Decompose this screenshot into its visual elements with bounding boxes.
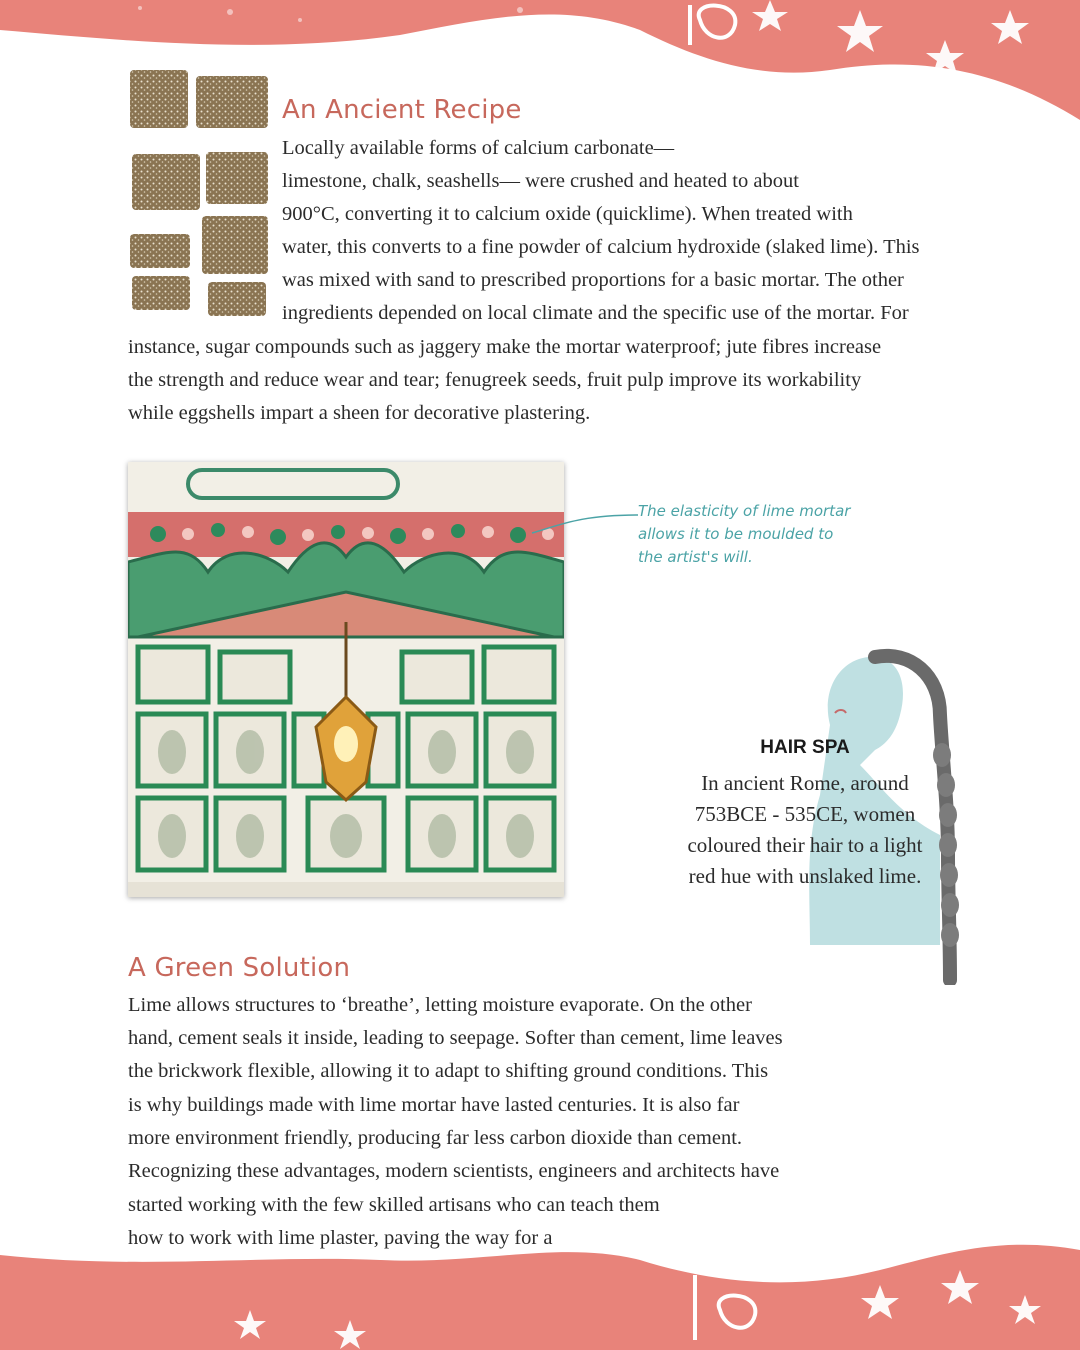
green-line: more environment friendly, producing far less carbon dioxide than cement. xyxy=(128,1127,743,1149)
painted-wall-photo xyxy=(128,462,564,897)
callout-pointer-line xyxy=(530,505,640,535)
green-line: started working with the few skilled artisans who can teach them xyxy=(128,1194,660,1216)
green-line: hand, cement seals it inside, leading to seepage. Softer than cement, lime leaves xyxy=(128,1027,783,1049)
hair-spa-line: coloured their hair to a light xyxy=(687,833,923,857)
recipe-line: while eggshells impart a sheen for decorative plastering. xyxy=(128,402,591,424)
recipe-line: instance, sugar compounds such as jaggery make the mortar waterproof; jute fibres increase xyxy=(128,336,882,358)
recipe-line: ingredients depended on local climate and the specific use of the mortar. For xyxy=(282,302,909,324)
green-line: how to work with lime plaster, paving the way for a xyxy=(128,1227,553,1249)
caption-line: The elasticity of lime mortar xyxy=(638,502,851,520)
hair-spa-line: red hue with unslaked lime. xyxy=(688,864,922,888)
caption-line: allows it to be moulded to xyxy=(638,525,834,543)
green-line: is why buildings made with lime mortar have lasted centuries. It is also far xyxy=(128,1094,740,1116)
recipe-line: 900°C, converting it to calcium oxide (quicklime). When treated with xyxy=(282,203,853,225)
recipe-line: water, this converts to a fine powder of calcium hydroxide (slaked lime). This xyxy=(282,236,920,258)
caption-line: the artist's will. xyxy=(638,548,753,566)
recipe-line: limestone, chalk, seashells— were crushed and heated to about xyxy=(282,170,799,192)
hair-spa-line: 753BCE - 535CE, women xyxy=(694,802,916,826)
green-line: Recognizing these advantages, modern scientists, engineers and architects have xyxy=(128,1160,780,1182)
hair-spa-line: In ancient Rome, around xyxy=(701,771,909,795)
hair-spa-heading: HAIR SPA xyxy=(760,737,850,758)
recipe-line: Locally available forms of calcium carbonate— xyxy=(282,137,675,159)
green-line: the brickwork flexible, allowing it to adapt to shifting ground conditions. This xyxy=(128,1060,769,1082)
bottom-decorative-band xyxy=(0,1240,1080,1350)
green-line: Lime allows structures to ‘breathe’, letting moisture evaporate. On the other xyxy=(128,994,752,1016)
ancient-recipe-heading: An Ancient Recipe xyxy=(282,95,522,125)
recipe-line: the strength and reduce wear and tear; fenugreek seeds, fruit pulp improve its workability xyxy=(128,369,862,391)
stone-blocks-illustration xyxy=(128,68,273,318)
recipe-line: was mixed with sand to prescribed proportions for a basic mortar. The other xyxy=(282,269,904,291)
photo-caption xyxy=(638,500,898,569)
green-solution-heading: A Green Solution xyxy=(128,953,351,983)
